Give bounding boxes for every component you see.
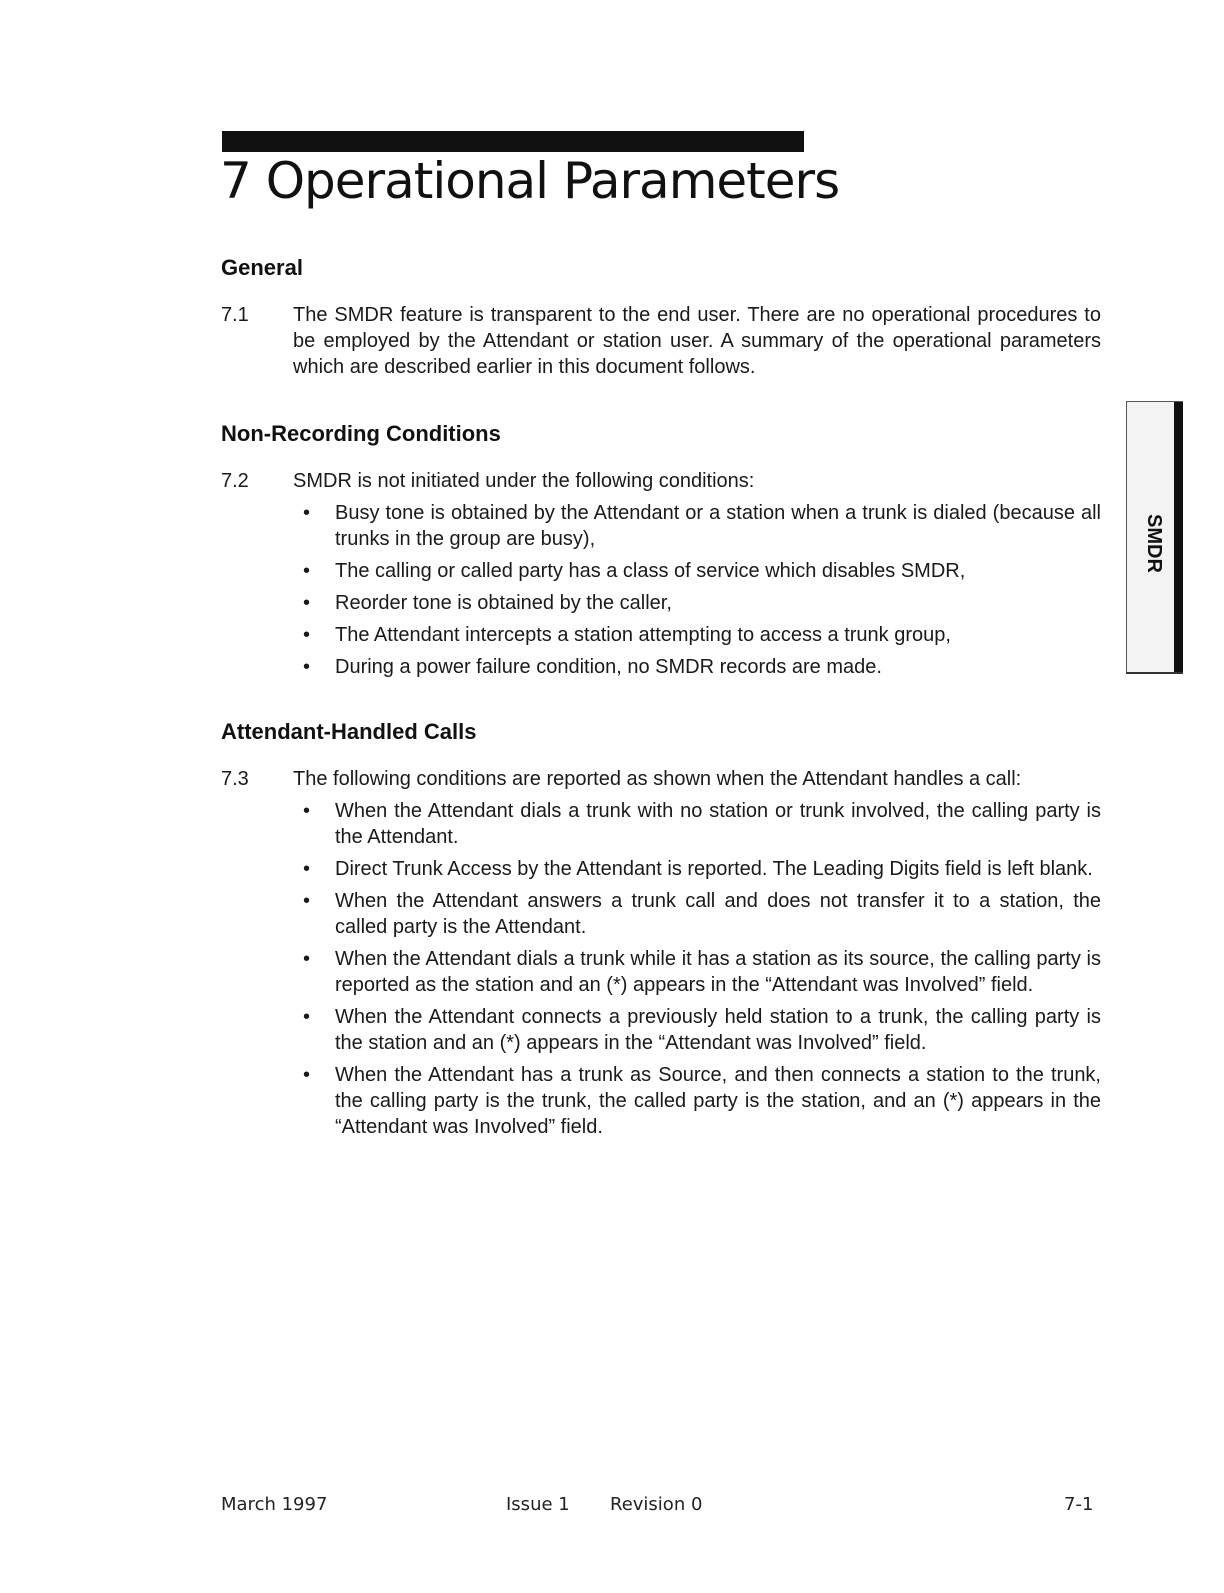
- bullet-icon: •: [303, 656, 311, 678]
- paragraph-text: The SMDR feature is transparent to the end user. There are no operational procedures to be employed by the Attendant or station user. A summary of the operational parameters which are described earlier in this document follows.: [293, 304, 1101, 378]
- paragraph-7-3: [221, 766, 1101, 1146]
- list-item-text: When the Attendant answers a trunk call and does not transfer it to a station, the called party is the Attendant.: [335, 890, 1101, 938]
- list-item: [221, 558, 1101, 584]
- side-tab-label: SMDR: [1142, 513, 1165, 573]
- section-side-tab: [1126, 401, 1183, 674]
- bullet-icon: •: [303, 1006, 311, 1028]
- paragraph-number: 7.3: [221, 768, 249, 790]
- list-item: [221, 622, 1101, 648]
- list-item-text: The Attendant intercepts a station attempting to access a trunk group,: [335, 624, 951, 646]
- bullet-list: [221, 500, 1101, 680]
- list-item-text: When the Attendant dials a trunk with no station or trunk involved, the calling party is the Attendant.: [335, 800, 1101, 848]
- footer-revision: Revision 0: [610, 1494, 703, 1515]
- bullet-icon: •: [303, 560, 311, 582]
- list-item: [221, 654, 1101, 680]
- footer-date: March 1997: [221, 1494, 328, 1515]
- list-item: [221, 856, 1101, 882]
- paragraph-number: 7.2: [221, 470, 249, 492]
- side-tab-label-box: [1133, 508, 1173, 578]
- list-item-text: Reorder tone is obtained by the caller,: [335, 592, 672, 614]
- list-item-text: When the Attendant connects a previously held station to a trunk, the calling party is the station and an (*) appears in the “Attendant was Involved” field.: [335, 1006, 1101, 1054]
- list-item: [221, 1062, 1101, 1140]
- bullet-icon: •: [303, 890, 311, 912]
- paragraph-text: SMDR is not initiated under the following conditions:: [293, 470, 755, 492]
- list-item: [221, 798, 1101, 850]
- list-item: [221, 500, 1101, 552]
- list-item-text: Direct Trunk Access by the Attendant is reported. The Leading Digits field is left blank.: [335, 858, 1093, 880]
- bullet-icon: •: [303, 624, 311, 646]
- bullet-list: [221, 798, 1101, 1140]
- list-item-text: When the Attendant dials a trunk while it has a station as its source, the calling party is reported as the station and an (*) appears in the “Attendant was Involved” field.: [335, 948, 1101, 996]
- section-heading-non-recording: Non-Recording Conditions: [221, 421, 501, 446]
- section-heading-attendant-handled: Attendant-Handled Calls: [221, 719, 477, 744]
- footer-issue: Issue 1: [506, 1494, 570, 1515]
- list-item: [221, 1004, 1101, 1056]
- list-item-text: The calling or called party has a class of service which disables SMDR,: [335, 560, 966, 582]
- footer-page-number: 7-1: [1064, 1494, 1094, 1515]
- paragraph-text: The following conditions are reported as shown when the Attendant handles a call:: [293, 768, 1022, 790]
- bullet-icon: •: [303, 948, 311, 970]
- bullet-icon: •: [303, 858, 311, 880]
- side-tab-stripe: [1174, 402, 1183, 672]
- list-item: [221, 590, 1101, 616]
- section-heading-general: General: [221, 255, 303, 280]
- list-item-text: When the Attendant has a trunk as Source, and then connects a station to the trunk, the calling party is the trunk, the called party is the station, and an (*) appears in the “Attendant was Involved” field.: [335, 1064, 1101, 1138]
- list-item: [221, 946, 1101, 998]
- paragraph-7-2: [221, 468, 1101, 686]
- list-item-text: Busy tone is obtained by the Attendant or a station when a trunk is dialed (because all trunks in the group are busy),: [335, 502, 1101, 550]
- page-title: 7 Operational Parameters: [220, 152, 840, 210]
- bullet-icon: •: [303, 592, 311, 614]
- bullet-icon: •: [303, 800, 311, 822]
- paragraph-number: 7.1: [221, 304, 249, 326]
- paragraph-7-1: [221, 302, 1101, 380]
- list-item-text: During a power failure condition, no SMDR records are made.: [335, 656, 882, 678]
- bullet-icon: •: [303, 502, 311, 524]
- list-item: [221, 888, 1101, 940]
- chapter-title-bar: [222, 131, 804, 152]
- bullet-icon: •: [303, 1064, 311, 1086]
